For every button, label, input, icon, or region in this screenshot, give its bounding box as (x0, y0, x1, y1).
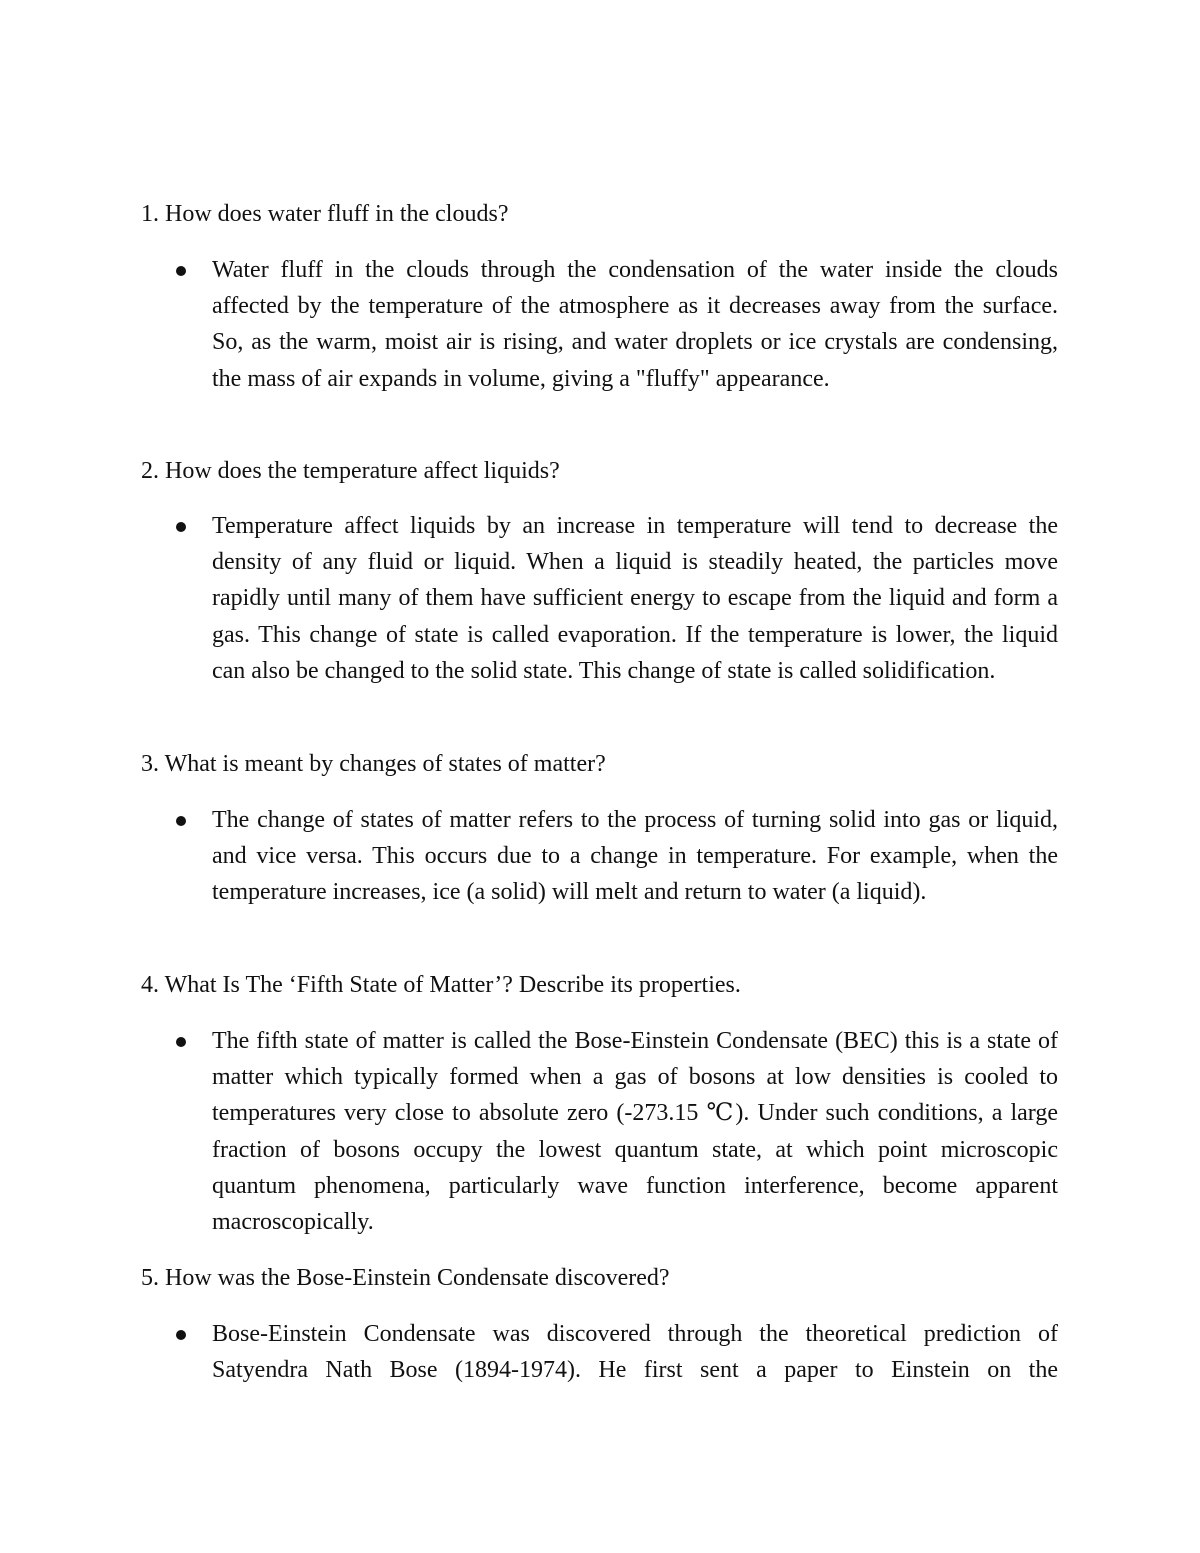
bullet-icon (176, 522, 186, 532)
question-number: 5. (141, 1265, 159, 1291)
bullet-icon (176, 1330, 186, 1340)
bullet-icon (176, 816, 186, 826)
question-5 (141, 1263, 1061, 1293)
question-text: How was the Bose-Einstein Condensate discovered? (165, 1265, 670, 1291)
answer-3: The change of states of matter refers to the process of turning solid into gas or liquid, and vice versa. This occurs due to a change in temperature. For example, when the temperature increases, ice (a solid) will melt and return to water (a liquid). (212, 807, 1058, 906)
question-text: What Is The ‘Fifth State of Matter’? Describe its properties. (164, 972, 741, 998)
question-2 (141, 456, 1061, 486)
answer-5: Bose-Einstein Condensate was discovered through the theoretical prediction of Satyendra Nath Bose (1894-1974). He first sent a paper to Einstein on the (212, 1321, 1058, 1384)
question-number: 2. (141, 458, 159, 484)
answer-4: The fifth state of matter is called the Bose-Einstein Condensate (BEC) this is a state of matter which typically formed when a gas of bosons at low densities is cooled to temperatures very close to absolute zero (-273.15 ℃). Under such conditions, a large fraction of bosons occupy the lowest quantum state, at which point microscopic quantum phenomena, particularly wave function interference, become apparent macroscopically. (212, 1028, 1058, 1236)
answer-2: Temperature affect liquids by an increase in temperature will tend to decrease the density of any fluid or liquid. When a liquid is steadily heated, the particles move rapidly until many of them have sufficient energy to escape from the liquid and form a gas. This change of state is called evaporation. If the temperature is lower, the liquid can also be changed to the solid state. This change of state is called solidification. (212, 513, 1058, 684)
question-number: 3. (141, 751, 159, 777)
question-1 (141, 199, 1061, 229)
question-text: What is meant by changes of states of matter? (164, 751, 606, 777)
question-number: 1. (141, 201, 159, 227)
question-number: 4. (141, 972, 159, 998)
answer-1: Water fluff in the clouds through the condensation of the water inside the clouds affected by the temperature of the atmosphere as it decreases away from the surface. So, as the warm, moist air is rising, and water droplets or ice crystals are condensing, the mass of air expands in volume, giving a "fluffy" appearance. (212, 257, 1058, 392)
bullet-icon (176, 1037, 186, 1047)
question-text: How does water fluff in the clouds? (165, 201, 509, 227)
question-text: How does the temperature affect liquids? (165, 458, 560, 484)
question-4 (141, 970, 1061, 1000)
bullet-icon (176, 266, 186, 276)
question-3 (141, 749, 1061, 779)
